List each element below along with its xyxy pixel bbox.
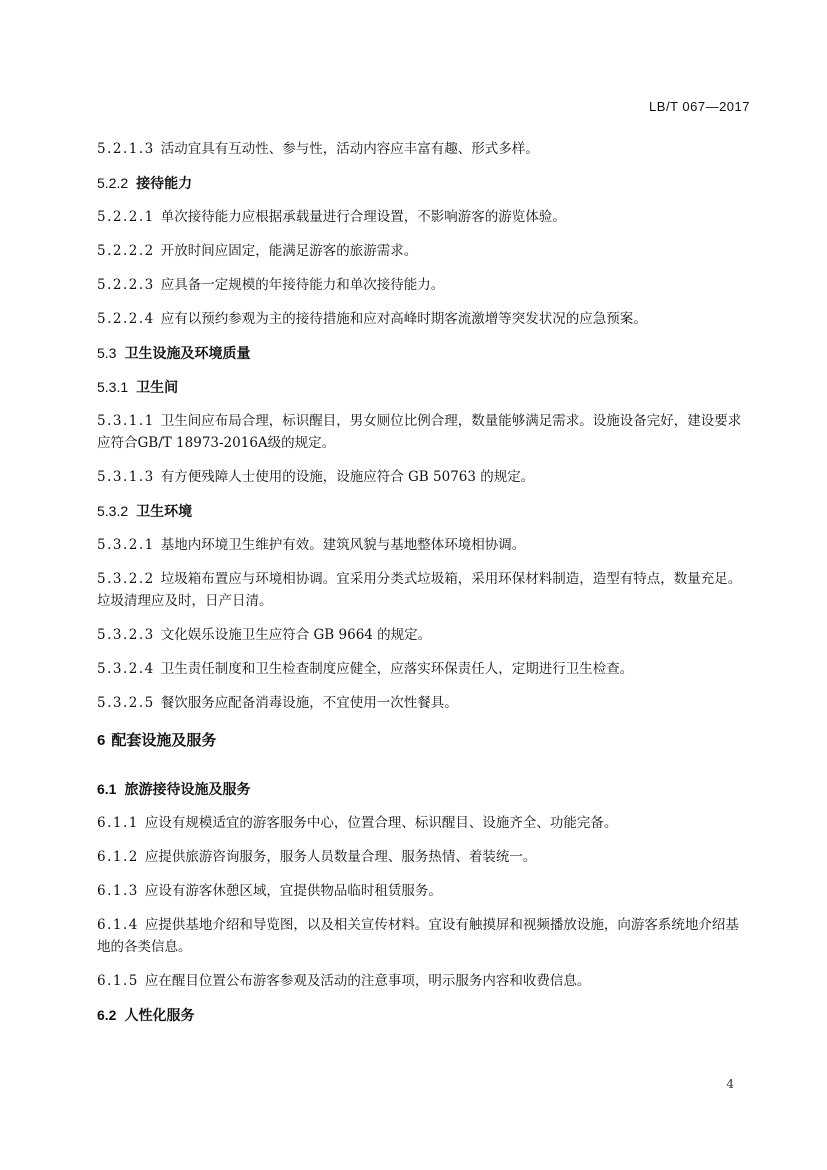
clause-number: 5.3.2.1	[97, 537, 155, 553]
clause-paragraph	[97, 274, 749, 296]
section-heading	[97, 376, 749, 398]
clause-text: 活动宜具有互动性、参与性，活动内容应丰富有趣、形式多样。	[160, 141, 539, 157]
clause-number: 5.3.2.5	[97, 695, 155, 711]
clause-number: 5.3.2	[97, 503, 129, 519]
clause-paragraph	[97, 240, 749, 262]
clause-paragraph	[97, 534, 749, 556]
section-heading	[97, 342, 749, 364]
section-heading	[97, 1004, 749, 1026]
clause-number: 5.2.2.1	[97, 209, 155, 225]
section-heading	[97, 778, 749, 800]
clause-paragraph	[97, 624, 749, 646]
clause-paragraph	[97, 206, 749, 228]
clause-number: 6.2	[97, 1007, 117, 1023]
clause-number: 6	[97, 732, 106, 749]
clause-text: 垃圾箱布置应与环境相协调。宜采用分类式垃圾箱，采用环保材料制造，造型有特点，数量充足。垃圾清理应及时，日产日清。	[97, 571, 742, 609]
clause-number: 5.3.2.4	[97, 661, 155, 677]
clause-text: 开放时间应固定，能满足游客的旅游需求。	[160, 243, 418, 259]
clause-text: 文化娱乐设施卫生应符合 GB 9664 的规定。	[160, 627, 432, 643]
page-number: 4	[726, 1077, 734, 1091]
clause-number: 6.1.2	[97, 849, 139, 865]
clause-paragraph	[97, 880, 749, 902]
clause-text: 接待能力	[136, 175, 193, 191]
document-body	[97, 138, 749, 1038]
clause-paragraph	[97, 568, 749, 612]
document-code: LB/T 067—2017	[649, 99, 750, 114]
clause-text: 应设有游客休憩区域，宜提供物品临时租赁服务。	[144, 883, 442, 899]
clause-number: 6.1.5	[97, 973, 139, 989]
clause-text: 餐饮服务应配备消毒设施，不宜使用一次性餐具。	[160, 695, 458, 711]
clause-text: 应设有规模适宜的游客服务中心，位置合理、标识醒目、设施齐全、功能完备。	[144, 815, 618, 831]
clause-text: 卫生间应布局合理，标识醒目，男女厕位比例合理，数量能够满足需求。设施设备完好，建设要求应符合GB/T 18973-2016A级的规定。	[97, 413, 742, 451]
clause-text: 应提供基地介绍和导览图，以及相关宣传材料。宜设有触摸屏和视频播放设施，向游客系统地介绍基地的各类信息。	[97, 917, 739, 955]
clause-number: 6.1.4	[97, 917, 139, 933]
clause-number: 6.1.1	[97, 815, 139, 831]
clause-number: 5.2.2	[97, 175, 129, 191]
clause-number: 5.2.1.3	[97, 141, 155, 157]
clause-text: 卫生间	[136, 379, 179, 395]
clause-text: 有方便残障人士使用的设施，设施应符合 GB 50763 的规定。	[160, 469, 535, 485]
section-heading	[97, 172, 749, 194]
clause-text: 卫生环境	[136, 503, 193, 519]
clause-number: 6.1	[97, 781, 117, 797]
clause-paragraph	[97, 692, 749, 714]
clause-number: 5.3.1.1	[97, 413, 155, 429]
clause-number: 6.1.3	[97, 883, 139, 899]
section-heading	[97, 500, 749, 522]
clause-number: 5.3.1	[97, 379, 129, 395]
clause-paragraph	[97, 138, 749, 160]
chapter-heading	[97, 730, 749, 752]
clause-text: 应在醒目位置公布游客参观及活动的注意事项，明示服务内容和收费信息。	[144, 973, 591, 989]
clause-paragraph	[97, 308, 749, 330]
clause-number: 5.3.2.2	[97, 571, 155, 587]
clause-number: 5.2.2.3	[97, 277, 155, 293]
clause-text: 应具备一定规模的年接待能力和单次接待能力。	[160, 277, 445, 293]
clause-text: 配套设施及服务	[111, 732, 217, 749]
clause-number: 5.3.2.3	[97, 627, 155, 643]
clause-paragraph	[97, 970, 749, 992]
clause-text: 旅游接待设施及服务	[124, 781, 251, 797]
clause-paragraph	[97, 658, 749, 680]
clause-text: 单次接待能力应根据承载量进行合理设置，不影响游客的游览体验。	[160, 209, 566, 225]
clause-text: 卫生责任制度和卫生检查制度应健全，应落实环保责任人，定期进行卫生检查。	[160, 661, 634, 677]
clause-text: 卫生设施及环境质量	[124, 345, 251, 361]
clause-number: 5.2.2.4	[97, 311, 155, 327]
clause-text: 应有以预约参观为主的接待措施和应对高峰时期客流激增等突发状况的应急预案。	[160, 311, 647, 327]
clause-number: 5.2.2.2	[97, 243, 155, 259]
clause-paragraph	[97, 466, 749, 488]
clause-number: 5.3	[97, 345, 117, 361]
clause-paragraph	[97, 914, 749, 958]
clause-paragraph	[97, 846, 749, 868]
clause-text: 人性化服务	[124, 1007, 195, 1023]
clause-paragraph	[97, 812, 749, 834]
clause-text: 基地内环境卫生维护有效。建筑风貌与基地整体环境相协调。	[160, 537, 526, 553]
clause-number: 5.3.1.3	[97, 469, 155, 485]
clause-text: 应提供旅游咨询服务，服务人员数量合理、服务热情、着装统一。	[144, 849, 537, 865]
clause-paragraph	[97, 410, 749, 454]
